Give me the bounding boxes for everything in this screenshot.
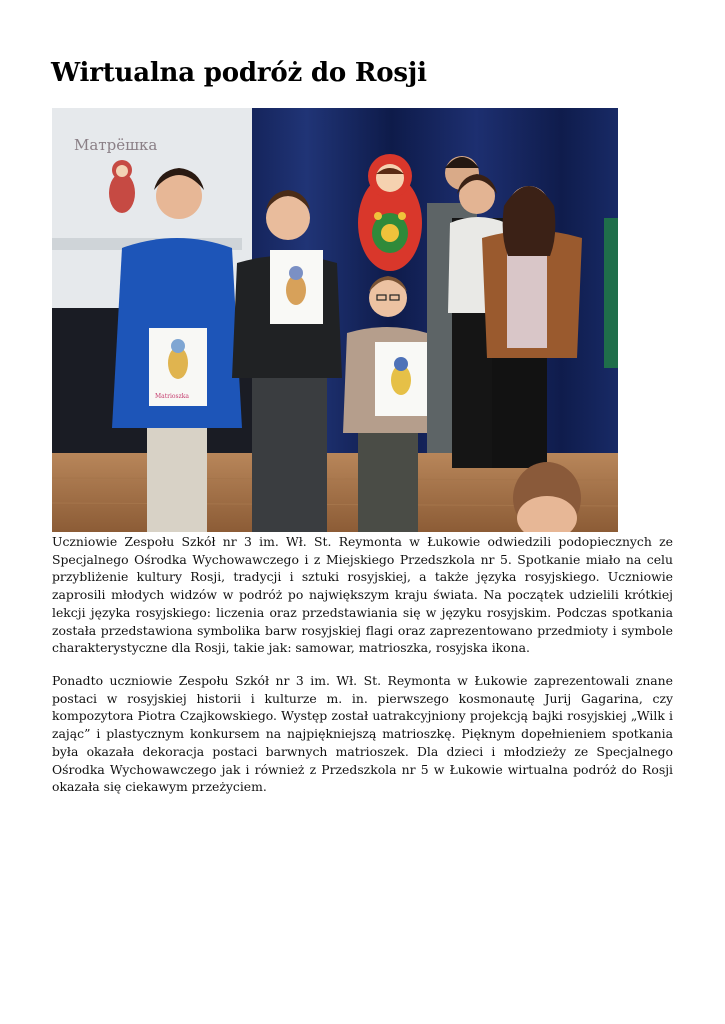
paragraph-1: Uczniowie Zespołu Szkół nr 3 im. Wł. St. Reymonta w Łukowie odwiedzili podopiecznych ze Specjalnego Ośrodka Wychowawczego i z Miejskiego Przedszkola nr 5. Spotkanie miało na celu przybliżenie kultury Rosji, tradycji i sztuki rosyjskiej, a także języka rosyjskiego. Uczniowie zaprosili młodych widzów w podróż po największym kraju świata. Na początek udzielili krótkiej lekcji języka rosyjskiego: liczenia oraz przedstawiania się w języku rosyjskim. Podczas spotkania została przedstawiona symbolika barw rosyjskiej flagi oraz zaprezentowano przedmioty i symbole charakterystyczne dla Rosji, takie jak: samowar, matrioszka, rosyjska ikona.: [52, 534, 673, 656]
matryoshka-drawing-2: [270, 250, 323, 324]
child-head-foreground: [513, 462, 581, 532]
paragraph-2: Ponadto uczniowie Zespołu Szkół nr 3 im. Wł. St. Reymonta w Łukowie zaprezentowali znane postaci w rosyjskiej historii i kulturze m. in. pierwszego kosmonautę Jurij Gagarina, czy kompozytora Piotra Czajkowskiego. Występ został uatrakcyjniony projekcją bajki rosyjskiej „Wilk i zając” i plastycznym konkursem na najpiękniejszą matrioszkę. Pięknym dopełnieniem spotkania była okazała dekoracja postaci barwnych matrioszek. Dla dzieci i młodzieży ze Specjalnego Ośrodka Wychowawczego jak i również z Przedszkola nr 5 w Łukowie wirtualna podróż do Rosji okazała się ciekawym przeżyciem.: [52, 673, 673, 795]
drawing-caption: Matrioszka: [155, 393, 189, 400]
article-photo: [52, 108, 618, 532]
screen-matryoshka-icon: [109, 160, 135, 213]
page-title: Wirtualna podróż do Rosji: [51, 58, 427, 88]
banner-text: Матрёшка: [74, 136, 158, 154]
matryoshka-drawing-1: [149, 328, 207, 406]
matryoshka-drawing-3: [375, 342, 427, 416]
